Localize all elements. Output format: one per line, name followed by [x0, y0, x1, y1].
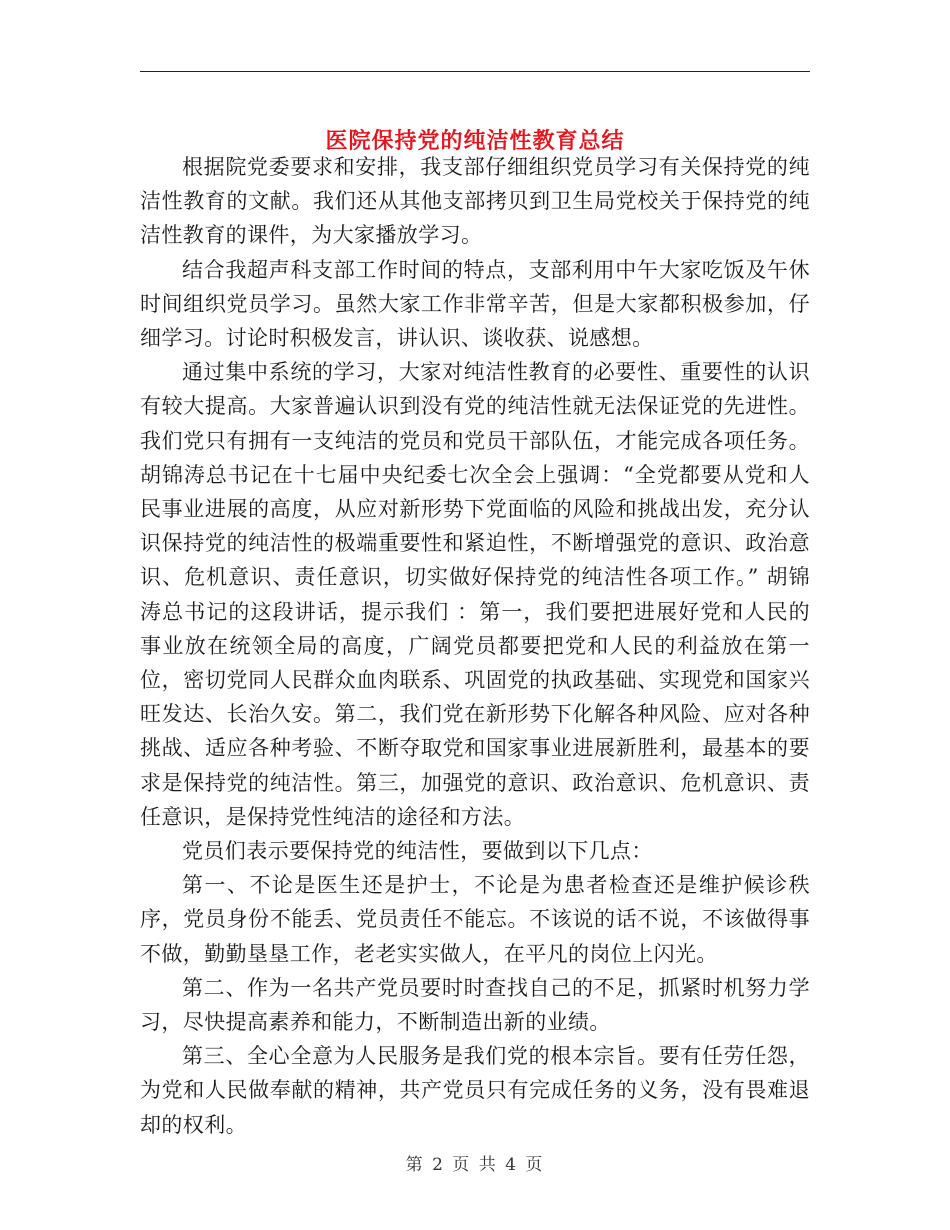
- paragraph: 结合我超声科支部工作时间的特点，支部利用中午大家吃饭及午休时间组织党员学习。虽然大家工作非常辛苦，但是大家都积极参加，仔细学习。讨论时积极发言，讲认识、谈收获、说感想。: [140, 257, 810, 351]
- paragraph: 通过集中系统的学习，大家对纯洁性教育的必要性、重要性的认识有较大提高。大家普遍认识到没有党的纯洁性就无法保证党的先进性。我们党只有拥有一支纯洁的党员和党员干部队伍，才能完成各项任务。胡锦涛总书记在十七届中央纪委七次全会上强调：“全党都要从党和人民事业进展的高度，从应对新形势下党面临的风险和挑战出发，充分认识保持党的纯洁性的极端重要性和紧迫性，不断增强党的意识、政治意识、危机意识、责任意识，切实做好保持党的纯洁性各项工作。” 胡锦涛总书记的这段讲话，提示我们 ：第一，我们要把进展好党和人民的事业放在统领全局的高度，广阔党员都要把党和人民的利益放在第一位，密切党同人民群众血肉联系、巩固党的执政基础、实现党和国家兴旺发达、长治久安。第二，我们党在新形势下化解各种风险、应对各种挑战、适应各种考验、不断夺取党和国家事业进展新胜利，最基本的要求是保持党的纯洁性。第三，加强党的意识、政治意识、危机意识、责任意识，是保持党性纯洁的途径和方法。: [140, 360, 810, 829]
- paragraph: 第三、全心全意为人民服务是我们党的根本宗旨。要有任劳任怨，为党和人民做奉献的精神，共产党员只有完成任务的义务，没有畏难退却的权利。: [140, 1044, 810, 1137]
- paragraph: 根据院党委要求和安排，我支部仔细组织党员学习有关保持党的纯洁性教育的文献。我们还从其他支部拷贝到卫生局党校关于保持党的纯洁性教育的课件，为大家播放学习。: [140, 155, 810, 248]
- page-number: 第 2 页 共 4 页: [405, 1155, 545, 1175]
- paragraph: 党员们表示要保持党的纯洁性，要做到以下几点：: [182, 839, 653, 864]
- document-title: 医院保持党的纯洁性教育总结: [325, 127, 625, 154]
- document-body: [140, 150, 810, 1142]
- paragraph: 第一、不论是医生还是护士，不论是为患者检查还是维护候诊秩序，党员身份不能丢、党员责任不能忘。不该说的话不说，不该做得事不做，勤勤垦垦工作，老老实实做人，在平凡的岗位上闪光。: [140, 873, 810, 966]
- header-rule: [140, 71, 810, 72]
- paragraph: 第二、作为一名共产党员要时时查找自己的不足，抓紧时机努力学习，尽快提高素养和能力，不断制造出新的业绩。: [140, 975, 810, 1035]
